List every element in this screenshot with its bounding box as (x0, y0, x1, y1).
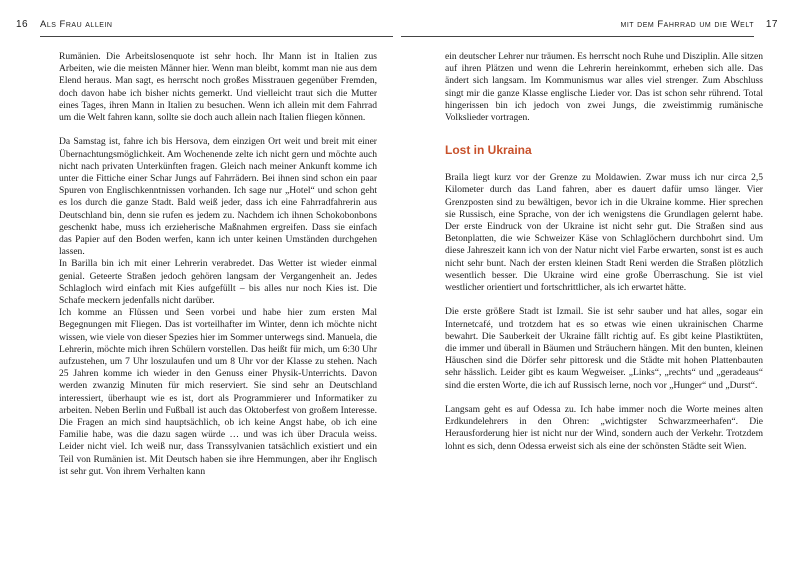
left-page-body (59, 51, 377, 478)
body-paragraph: ein deutscher Lehrer nur träumen. Es herrscht noch Ruhe und Disziplin. Alle sitzen auf ihren Plätzen und wenn die Lehrerin hereinkommt, erheben sich alle. Das ändert sich langsam. Im Kommunismus war alles viel strenger. Zum Abschluss singt mir die ganze Klasse englische Lieder vor. Das ist schon sehr rührend. Total hingerissen bin ich jedoch von zwei Jungs, die zweistimmig rumänische Volkslieder vortragen. (445, 51, 763, 124)
right-running-header (397, 19, 794, 33)
body-paragraph: In Barilla bin ich mit einer Lehrerin verabredet. Das Wetter ist wieder einmal genial. Geteerte Straßen jedoch gehören langsam der Vergangenheit an. Jedes Schlagloch wird einfach mit Kies aufgefüllt – bis alles nur noch Kies ist. Die Schafe meckern jedenfalls nicht darüber. (59, 258, 377, 307)
body-paragraph: Braila liegt kurz vor der Grenze zu Moldawien. Zwar muss ich nur circa 2,5 Kilometer durch das Land fahren, aber es dauert dafür umso länger. Vier Grenzposten sind zu bewältigen, bevor ich in die Ukraine komme. Hier sprechen sie Russisch, eine Sprache, von der ich wenigstens die Grundlagen gelernt habe. Der erste Eindruck von der Ukraine ist nicht sehr gut. Die Straßen sind aus Betonplatten, die wie Schweizer Käse von Schlaglöchern durchbohrt sind. Um diese Jahreszeit kann ich von der Natur nicht viel Farbe erwarten, sonst ist es auch nicht sehr bunt. Nach der ersten kleinen Stadt Reni werden die Straßen plötzlich wesentlich besser. Die Ukraine wird eine große Überraschung. Sie ist viel westlicher orientiert und fortschrittlicher, als ich erwartet hätte. (445, 172, 763, 294)
body-paragraph: Rumänien. Die Arbeitslosenquote ist sehr hoch. Ihr Mann ist in Italien zus Arbeiten, wie die meisten Männer hier. Wenn man bleibt, kommt man nie aus dem Elend heraus. Man sagt, es herrscht noch großes Misstrauen gegenüber Fremden, doch davon habe ich bisher nichts gemerkt. Und vielleicht traut sich die Mutter eines Tages, ihren Mann in Italien zu besuchen. Wenn ich allein mit dem Fahrrad um die Welt fahren kann, sollte sie doch auch allein nach Italien fliegen können. (59, 51, 377, 124)
left-header-rule (40, 36, 393, 37)
left-running-header (0, 19, 397, 33)
section-heading: Lost in Ukraina (445, 143, 532, 158)
body-paragraph: Die erste größere Stadt ist Izmail. Sie ist sehr sauber und hat alles, sogar ein Internetcafé, und trotzdem hat es so etwas wie einen ukrainischen Charme bewahrt. Die Sauberkeit der Ukraine fällt richtig auf. Es gibt keine Plastiktüten, die immer und überall in Bäumen und Sträuchern hängen. Mit den bunten, kleinen Häuschen sind die Dörfer sehr pittoresk und die Städte mit hohen Plattenbauten sehr hässlich. Leider gibt es kaum Wegweiser. „Links“, „rechts“ und „geradeaus“ sind die ersten Worte, die ich auf Russisch lerne, noch vor „Hunger“ und „Durst“. (445, 306, 763, 391)
right-page (397, 0, 794, 567)
left-running-head-title: Als Frau allein (40, 19, 113, 30)
right-header-rule (401, 36, 754, 37)
right-page-number: 17 (765, 19, 778, 30)
right-page-body (445, 51, 763, 453)
left-page-number: 16 (16, 19, 29, 30)
body-paragraph: Ich komme an Flüssen und Seen vorbei und habe hier zum ersten Mal Begegnungen mit Fliegen. Das ist vorteilhafter im Winter, denn ich möchte nicht wissen, wie viele von dieser Spezies hier im Sommer unterwegs sind. Manuela, die Lehrerin, möchte mich ihren Schülern vorstellen. Das heißt für mich, um 6:30 Uhr aufzustehen, um 7 Uhr loszulaufen und um 8 Uhr vor der Klasse zu stehen. Nach 25 Jahren komme ich wieder in den Genuss einer Physik-Unterrichts. Davon werden zwanzig Minuten für mich reserviert. Sie sind sehr an Deutschland interessiert, überhaupt wie es ist, dort als Programmierer und Informatiker zu arbeiten. Neben Berlin und Fußball ist auch das Oktoberfest von großem Interesse. Die Fragen an mich sind hauptsächlich, ob ich keine Angst habe, ob ich eine Familie habe, was die dazu sagen würde … und was ich über Dracula weiss. Leider nicht viel. Ich weiß nur, dass Transsylvanien tatsächlich existiert und ein Teil von Rumänien ist. Mit Deutsch haben sie ihre Hemmungen, aber ihr Englisch ist sehr gut. Von ihrem Verhalten kann (59, 307, 377, 477)
right-running-head-title: mit dem Fahrrad um die Welt (620, 19, 754, 30)
body-paragraph: Da Samstag ist, fahre ich bis Hersova, dem einzigen Ort weit und breit mit einer Übernachtungsmöglichkeit. Am Wochenende zelte ich nicht gern und möchte auch nicht nach privaten Unterkünften fragen. Gleich nach meiner Ankunft komme ich unter die Fittiche einer Schar Jungs auf Fahrrädern. Bei ihnen sind schon ein paar Spuren von Englischkenntnissen vorhanden. Ich sage nur „Hotel“ und schon geht es los durch die ganze Stadt. Bald weiß jeder, dass ich eine Fahrradfahrerin aus Deutschland bin, denn sie rufen es jedem zu. Nachdem ich ihnen Schokobonbons geschenkt habe, muss ich erzieherische Maßnahmen ergreifen. Dass sie einfach das Papier auf den Boden werfen, kann ich unter keinen Umständen durchgehen lassen. (59, 136, 377, 258)
body-paragraph: Langsam geht es auf Odessa zu. Ich habe immer noch die Worte meines alten Erdkundelehrers in den Ohren: „wichtigster Schwarzmeerhafen“. Die Herausforderung hier ist nicht nur der Wind, sondern auch der Verkehr. Trotzdem lohnt es sich, denn Odessa erweist sich als eine der schönsten Städte seit Wien. (445, 404, 763, 452)
